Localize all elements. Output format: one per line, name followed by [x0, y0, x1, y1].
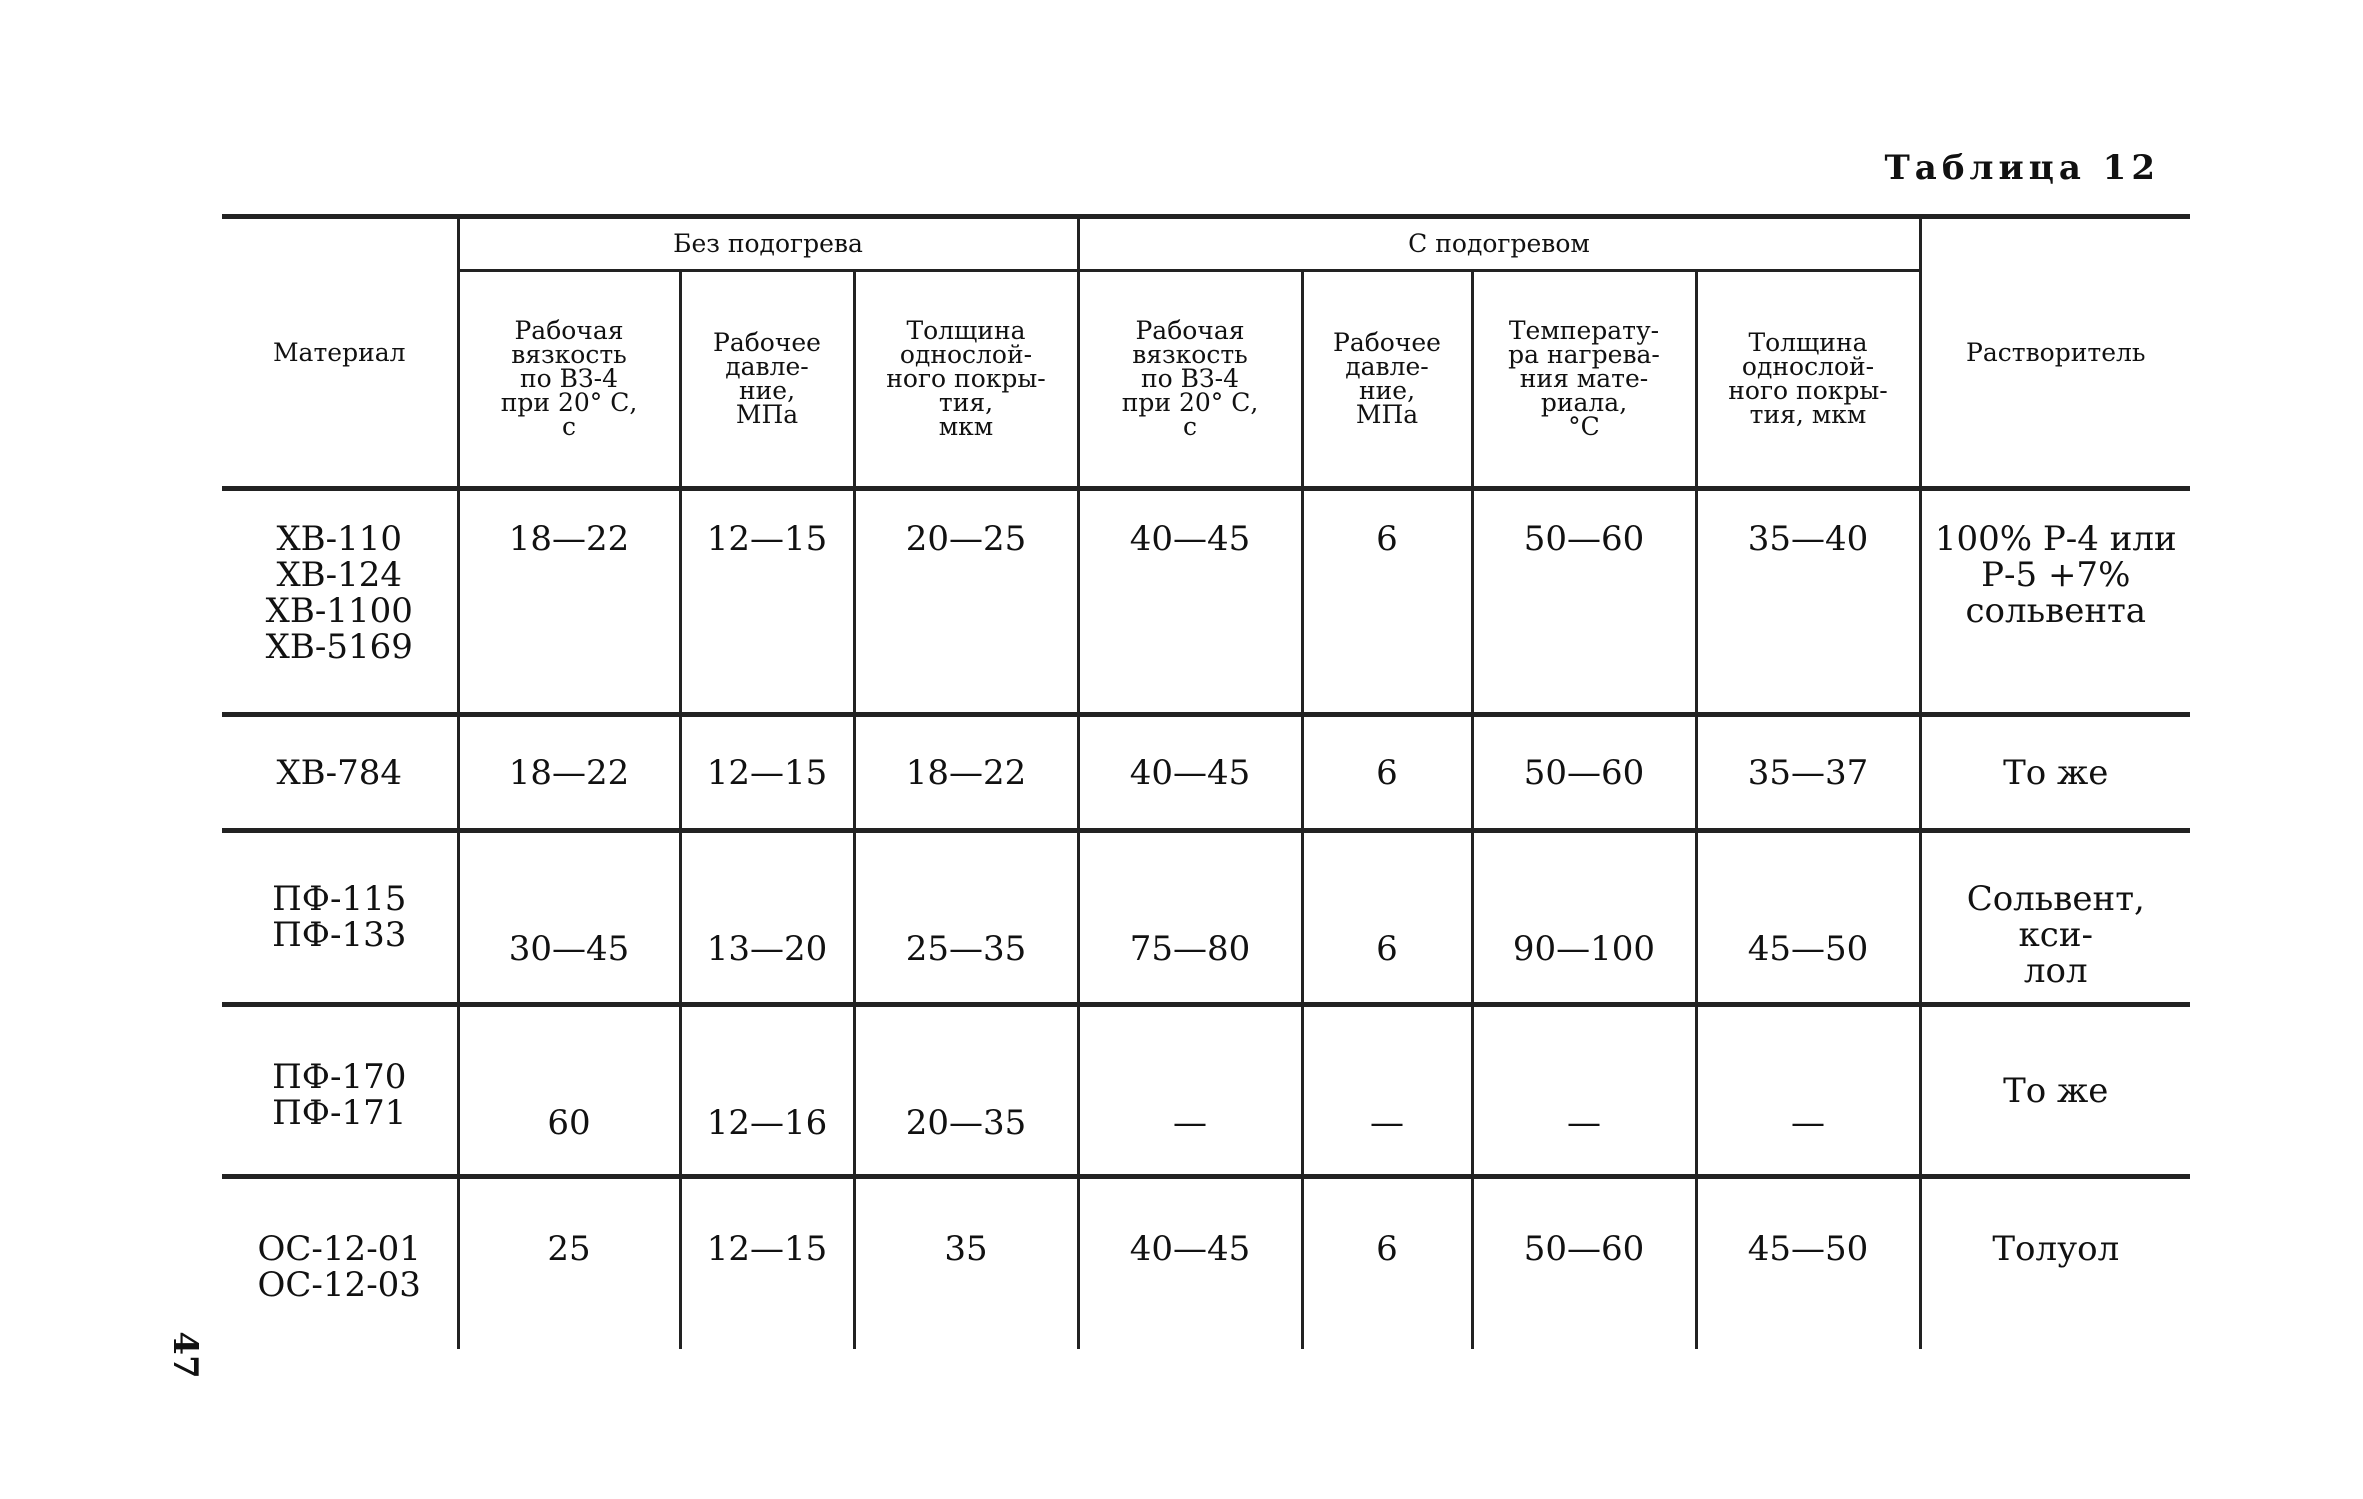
- header-solvent: Растворитель: [1920, 217, 2190, 489]
- value-cell: 40—45: [1078, 1177, 1302, 1349]
- page-number: 47: [165, 1331, 205, 1379]
- value-cell: 75—80: [1078, 831, 1302, 1005]
- value-cell: 25—35: [854, 831, 1078, 1005]
- value-cell: —: [1472, 1005, 1696, 1177]
- material-cell: ПФ-170 ПФ-171: [222, 1005, 458, 1177]
- header-viscosity-cold: Рабочая вязкость по ВЗ-4 при 20° С, с: [458, 271, 680, 489]
- header-material: Материал: [222, 217, 458, 489]
- header-temperature-hot: Температу- ра нагрева- ния мате- риала, °С: [1472, 271, 1696, 489]
- value-cell: 40—45: [1078, 489, 1302, 715]
- header-thickness-cold: Толщина однослой- ного покры- тия, мкм: [854, 271, 1078, 489]
- value-cell: 18—22: [458, 489, 680, 715]
- value-cell: 30—45: [458, 831, 680, 1005]
- value-cell: 20—35: [854, 1005, 1078, 1177]
- material-cell: ПФ-115 ПФ-133: [222, 831, 458, 1005]
- value-cell: 40—45: [1078, 715, 1302, 831]
- header-row-groups: [222, 217, 2190, 271]
- value-cell: 12—16: [680, 1005, 854, 1177]
- value-cell: 50—60: [1472, 1177, 1696, 1349]
- header-group-without-heating: Без подогрева: [458, 217, 1078, 271]
- header-viscosity-hot: Рабочая вязкость по ВЗ-4 при 20° С, с: [1078, 271, 1302, 489]
- value-cell: 12—15: [680, 489, 854, 715]
- header-row-columns: [222, 271, 2190, 489]
- value-cell: 18—22: [854, 715, 1078, 831]
- header-thickness-hot: Толщина однослой- ного покры- тия, мкм: [1696, 271, 1920, 489]
- value-cell: 90—100: [1472, 831, 1696, 1005]
- table-row: [222, 1177, 2190, 1349]
- solvent-cell: То же: [1920, 715, 2190, 831]
- table-row: [222, 715, 2190, 831]
- header-group-with-heating: С подогревом: [1078, 217, 1920, 271]
- value-cell: 12—15: [680, 715, 854, 831]
- solvent-cell: Толуол: [1920, 1177, 2190, 1349]
- table-row: [222, 831, 2190, 1005]
- value-cell: 13—20: [680, 831, 854, 1005]
- table-row: [222, 1005, 2190, 1177]
- table-row: [222, 489, 2190, 715]
- value-cell: 25: [458, 1177, 680, 1349]
- value-cell: 6: [1302, 1177, 1472, 1349]
- material-cell: ХВ-110 ХВ-124 ХВ-1100 ХВ-5169: [222, 489, 458, 715]
- value-cell: 6: [1302, 489, 1472, 715]
- value-cell: —: [1078, 1005, 1302, 1177]
- solvent-cell: То же: [1920, 1005, 2190, 1177]
- data-table: [222, 214, 2190, 1349]
- solvent-cell: 100% Р-4 или Р-5 +7% сольвента: [1920, 489, 2190, 715]
- value-cell: 6: [1302, 715, 1472, 831]
- value-cell: 45—50: [1696, 1177, 1920, 1349]
- solvent-cell: Сольвент, кси- лол: [1920, 831, 2190, 1005]
- value-cell: 35: [854, 1177, 1078, 1349]
- value-cell: 45—50: [1696, 831, 1920, 1005]
- value-cell: 60: [458, 1005, 680, 1177]
- value-cell: 50—60: [1472, 715, 1696, 831]
- header-pressure-hot: Рабочее давле- ние, МПа: [1302, 271, 1472, 489]
- material-cell: ХВ-784: [222, 715, 458, 831]
- value-cell: 20—25: [854, 489, 1078, 715]
- header-pressure-cold: Рабочее давле- ние, МПа: [680, 271, 854, 489]
- value-cell: 35—40: [1696, 489, 1920, 715]
- value-cell: 18—22: [458, 715, 680, 831]
- value-cell: 6: [1302, 831, 1472, 1005]
- table-caption: Таблица 12: [1884, 148, 2160, 188]
- value-cell: —: [1302, 1005, 1472, 1177]
- value-cell: —: [1696, 1005, 1920, 1177]
- material-cell: ОС-12-01 ОС-12-03: [222, 1177, 458, 1349]
- value-cell: 12—15: [680, 1177, 854, 1349]
- value-cell: 35—37: [1696, 715, 1920, 831]
- value-cell: 50—60: [1472, 489, 1696, 715]
